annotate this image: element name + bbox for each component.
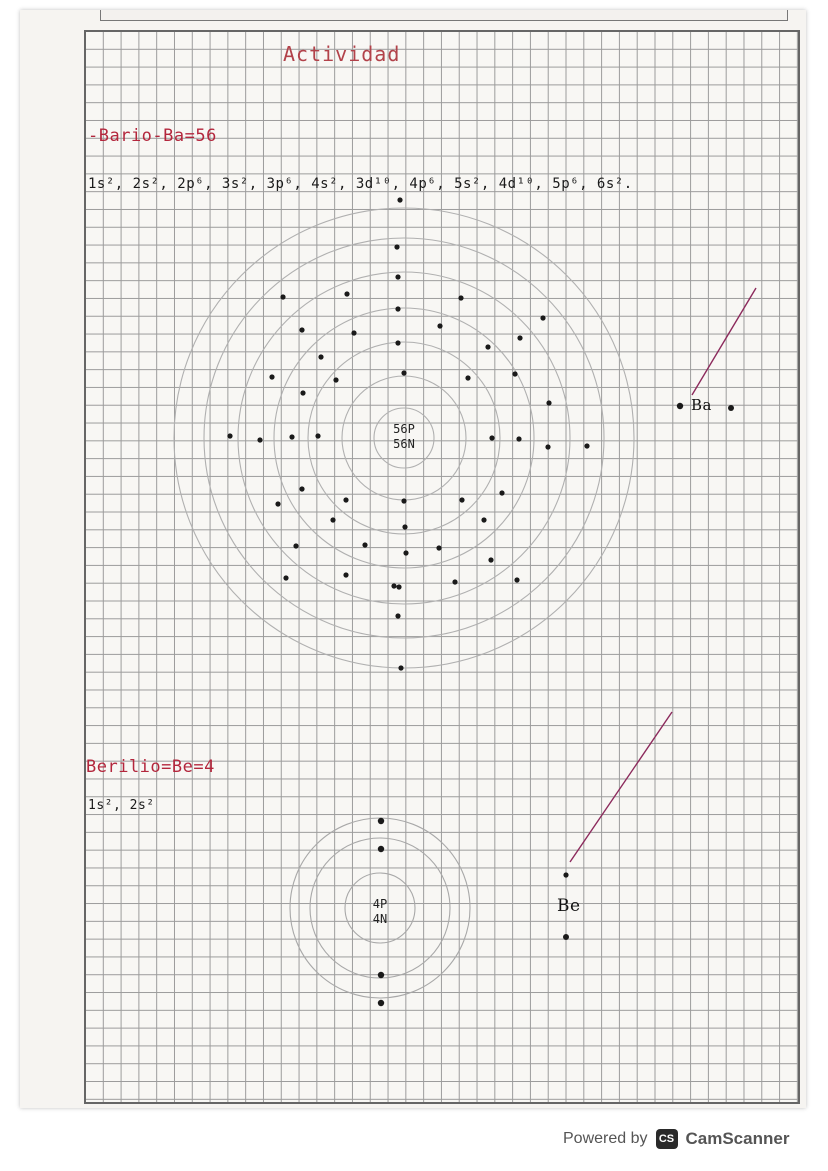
electron-dot	[398, 665, 403, 670]
barium-heading: -Bario-Ba=56	[88, 126, 217, 146]
electron-dot	[299, 327, 304, 332]
electron-dot	[402, 524, 407, 529]
electron-dot	[330, 517, 335, 522]
electron-dot	[227, 433, 232, 438]
electron-dot	[315, 433, 320, 438]
electron-dot	[485, 344, 490, 349]
electron-dot	[488, 557, 493, 562]
electron-dot	[395, 340, 400, 345]
electron-dot	[289, 434, 294, 439]
electron-dot	[512, 371, 517, 376]
electron-dot	[514, 577, 519, 582]
pointer-lines	[563, 288, 756, 940]
electron-dot	[283, 575, 288, 580]
electron-dot	[343, 497, 348, 502]
electron-dot	[395, 613, 400, 618]
electron-dot	[395, 306, 400, 311]
electron-dot	[318, 354, 323, 359]
beryllium-protons: 4P	[372, 897, 388, 911]
electron-dot	[584, 443, 589, 448]
electron-dot	[452, 579, 457, 584]
electron-dot	[481, 517, 486, 522]
electron-dot	[489, 435, 494, 440]
electron-dot	[257, 437, 262, 442]
electron-dot	[362, 542, 367, 547]
electron-dot	[333, 377, 338, 382]
electron-dot	[517, 335, 522, 340]
electron-dot	[269, 374, 274, 379]
camscanner-watermark	[563, 1124, 789, 1154]
electron-dot	[401, 370, 406, 375]
electron-dot	[465, 375, 470, 380]
electron-dot	[300, 390, 305, 395]
electron-dot	[516, 436, 521, 441]
beryllium-nucleus	[360, 897, 400, 927]
electron-dot	[546, 400, 551, 405]
camscanner-brand: CamScanner	[685, 1129, 790, 1148]
electron-dot	[394, 244, 399, 249]
electron-dot	[545, 444, 550, 449]
electron-dot	[540, 315, 545, 320]
barium-electron-configuration: 1s², 2s², 2p⁶, 3s², 3p⁶, 4s², 3d¹⁰, 4p⁶, 5s², 4d¹⁰, 5p⁶, 6s².	[88, 176, 633, 192]
page-title: Actividad	[283, 42, 401, 66]
electron-dot	[437, 323, 442, 328]
electron-dot	[280, 294, 285, 299]
barium-nucleus	[380, 422, 428, 452]
beryllium-neutrons: 4N	[372, 912, 388, 926]
electron-dot	[344, 291, 349, 296]
electron-dot	[396, 584, 401, 589]
electron-dot	[343, 572, 348, 577]
electron-dot	[458, 295, 463, 300]
electron-dot	[351, 330, 356, 335]
powered-by-text: Powered by	[563, 1130, 648, 1147]
beryllium-heading: Berilio=Be=4	[86, 757, 215, 777]
electron-dot	[397, 197, 402, 202]
electron-dot	[395, 274, 400, 279]
electron-dot	[459, 497, 464, 502]
camscanner-logo-icon: CS	[656, 1129, 678, 1149]
electron-dot	[436, 545, 441, 550]
electron-dot	[299, 486, 304, 491]
beryllium-electron-configuration: 1s², 2s²	[88, 798, 155, 813]
electron-dot	[401, 498, 406, 503]
electron-dot	[499, 490, 504, 495]
electron-dot	[391, 583, 396, 588]
barium-neutrons: 56N	[393, 437, 415, 451]
electron-dot	[293, 543, 298, 548]
beryllium-symbol-label: Be	[557, 896, 581, 916]
electron-dot	[275, 501, 280, 506]
electron-dot	[403, 550, 408, 555]
barium-protons: 56P	[393, 422, 415, 436]
barium-symbol-label: Ba	[691, 396, 712, 414]
